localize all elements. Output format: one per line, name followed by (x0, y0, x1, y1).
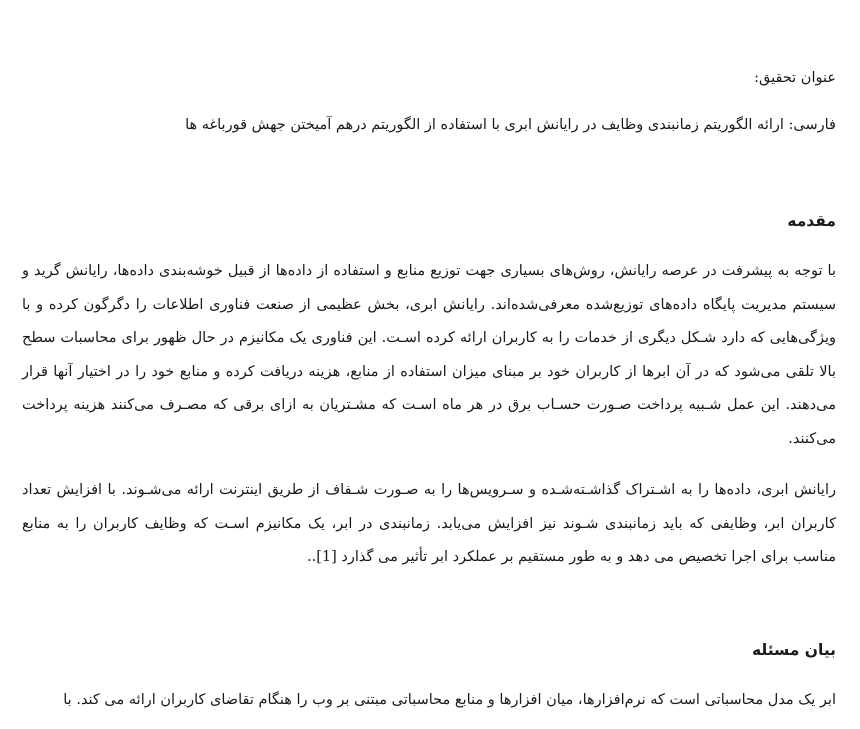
research-title-label: عنوان تحقیق: (754, 70, 836, 86)
section-heading-introduction: مقدمه (787, 212, 836, 230)
section-heading-problem-statement: بیان مسئله (751, 641, 836, 659)
introduction-paragraph-2: رایانش ابری، داده‌ها را به اشـتراک گذاشـته‌شـده و سـرویس‌ها را به صـورت شـفاف از طریق اینترنت ارائه می‌شـوند. با افزایش تعداد کاربران ابر، وظایفی که باید زمانبندی شـوند نیز افزایش می‌یابد. زمانبندی در ابر، یک مکانیزم اسـت که وظایف کاربران را به منابع مناسب برای اجرا تخصیص می دهد و به طور مستقیم بر عملکرد ابر تأثیر می گذارد [1].. (22, 482, 836, 565)
research-title-persian: فارسی: ارائه الگوریتم زمانبندی وظایف در رایانش ابری با استفاده از الگوریتم درهم آمیختن جهش قورباغه ها (185, 117, 836, 133)
introduction-paragraph-1: با توجه به پیشرفت در عرصه رایانش، روش‌های بسیاری جهت توزیع منابع و استفاده از داده‌ها از قبیل خوشه‌بندی داده‌ها، رایانش گرید و سیستم مدیریت پایگاه داده‌های توزیع‌شده معرفی‌شده‌اند. رایانش ابری، بخش عظیمی از صنعت فناوری اطلاعات را دگرگون کرده و با ویژگی‌هایی که دارد شـکل دیگری از خدمات را به کاربران ارائه کرده اسـت. این فناوری یک مکانیزم در حال ظهور برای محاسبات سطح بالا تلقی می‌شود که در آن ابرها از کاربران خود بر مبنای میزان استفاده از منابع، هزینه دریافت کرده و منابع خود را در اختیار آنها قرار می‌دهند. این عمل شـبیه پرداخت صـورت حسـاب برق در هر ماه اسـت که مشـتریان به ازای برقی که مصـرف می‌کنند هزینه پرداخت می‌کنند. (22, 263, 836, 447)
problem-statement-paragraph-1: ابر یک مدل محاسباتی است که نرم‌افزارها، میان افزارها و منابع محاسباتی مبتنی بر وب را هنگام تقاضای کاربران ارائه می کند. با (63, 692, 836, 708)
